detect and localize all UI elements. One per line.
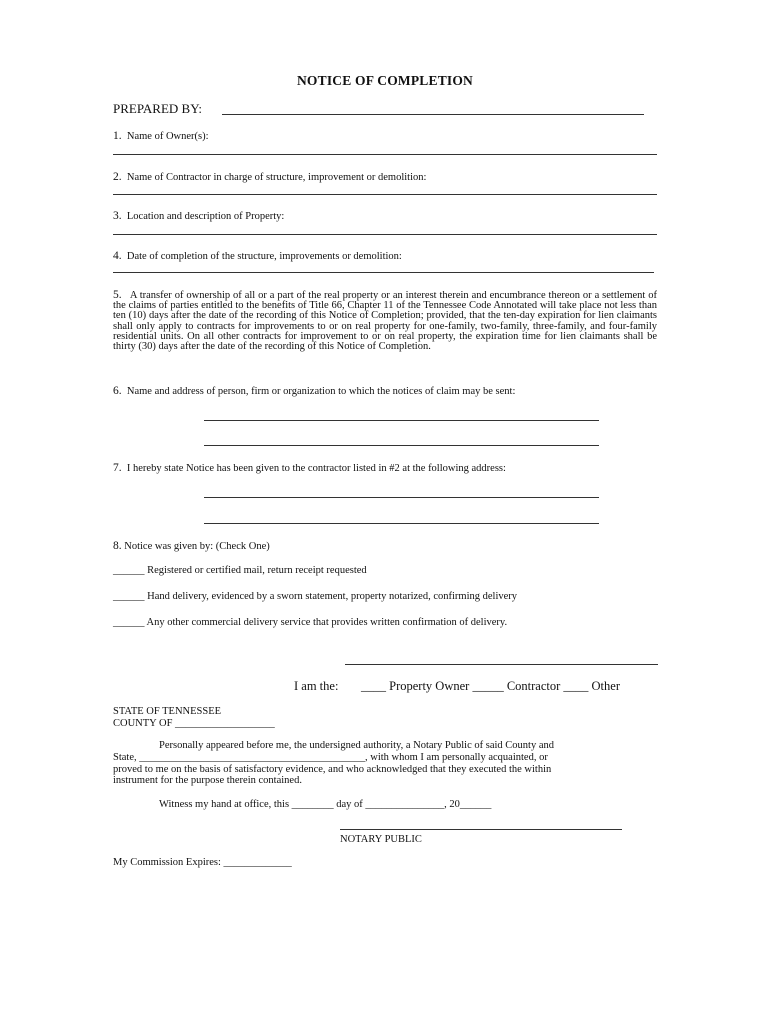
item-8	[113, 540, 270, 553]
owner-line[interactable]	[113, 154, 657, 155]
item-4	[113, 250, 402, 263]
item-6	[113, 385, 515, 398]
item-3-number: 3.	[113, 210, 122, 222]
notary-line-2[interactable]: State, ___________________________________________, with whom I am personally acquainted, or	[113, 751, 548, 763]
item-2	[113, 171, 426, 184]
item-3	[113, 210, 284, 223]
option-commercial-delivery[interactable]: ______ Any other commercial delivery service that provides written confirmation of delivery.	[113, 617, 508, 628]
item-4-label: Date of completion of the structure, improvements or demolition:	[126, 251, 402, 262]
item-5-number: 5.	[113, 289, 122, 301]
item-8-number: 8.	[113, 540, 122, 552]
item-2-label: Name of Contractor in charge of structure, improvement or demolition:	[126, 172, 427, 183]
item-1-label: Name of Owner(s):	[126, 131, 209, 142]
item-7-number: 7.	[113, 462, 122, 474]
witness-line[interactable]: Witness my hand at office, this ________ day of _______________, 20______	[159, 799, 492, 810]
notary-line-3: proved to me on the basis of satisfactory evidence, and who acknowledged that they executed the within	[113, 763, 552, 775]
claim-address-line-1[interactable]	[204, 420, 599, 421]
property-line[interactable]	[113, 234, 657, 235]
item-6-label: Name and address of person, firm or organization to which the notices of claim may be sent:	[126, 386, 516, 397]
i-am-label: I am the:	[294, 679, 339, 693]
item-3-label: Location and description of Property:	[126, 211, 285, 222]
prepared-by-label: PREPARED BY:	[113, 101, 202, 116]
item-7-label: I hereby state Notice has been given to the contractor listed in #2 at the following address:	[126, 463, 506, 474]
signature-line[interactable]	[345, 664, 658, 665]
item-5-paragraph	[113, 290, 657, 352]
claim-address-line-2[interactable]	[204, 445, 599, 446]
option-registered-mail[interactable]: ______ Registered or certified mail, return receipt requested	[113, 565, 367, 576]
item-1	[113, 130, 209, 143]
item-8-label: Notice was given by: (Check One)	[124, 541, 270, 552]
county-field[interactable]: COUNTY OF ___________________	[113, 718, 275, 729]
document-title: NOTICE OF COMPLETION	[296, 73, 473, 88]
notary-public-label: NOTARY PUBLIC	[340, 834, 422, 845]
i-am-choices[interactable]: ____ Property Owner _____ Contractor ____ Other	[361, 679, 620, 693]
contractor-address-line-1[interactable]	[204, 497, 599, 498]
notary-line-4: instrument for the purpose therein contained.	[113, 775, 302, 787]
item-5-text: A transfer of ownership of all or a part of the real property or an interest therein and encumbrance thereon or a settlement of the claims of parties entitled to the benefits of Title 66, Chapter 11 of the Tennessee Code Annotated will take place not less than ten (10) days after the date of the recording of this Notice of Completion; provided, that the ten-day expiration for lien claimants shall only apply to contracts for improvements to or on real property for one-family, two-family, three-family, and four-family residential units. On all other contracts for improvement to or on real property, the expiration time for lien claimants shall be thirty (30) days after the date of the recording of this Notice of Completion.	[113, 290, 658, 353]
completion-date-line[interactable]	[113, 272, 654, 273]
item-1-number: 1.	[113, 130, 122, 142]
item-6-number: 6.	[113, 385, 122, 397]
notary-signature-line[interactable]	[340, 829, 622, 830]
state-label: STATE OF TENNESSEE	[113, 706, 222, 717]
contractor-address-line-2[interactable]	[204, 523, 599, 524]
item-4-number: 4.	[113, 250, 122, 262]
notary-paragraph	[113, 740, 673, 787]
commission-expires-field[interactable]: My Commission Expires: _____________	[113, 857, 292, 868]
item-2-number: 2.	[113, 171, 122, 183]
notary-line-1: Personally appeared before me, the undersigned authority, a Notary Public of said County and	[159, 740, 555, 751]
option-hand-delivery[interactable]: ______ Hand delivery, evidenced by a sworn statement, property notarized, confirming delivery	[113, 591, 518, 602]
contractor-line[interactable]	[113, 194, 657, 195]
prepared-by-line[interactable]	[222, 114, 644, 115]
item-7	[113, 462, 506, 475]
